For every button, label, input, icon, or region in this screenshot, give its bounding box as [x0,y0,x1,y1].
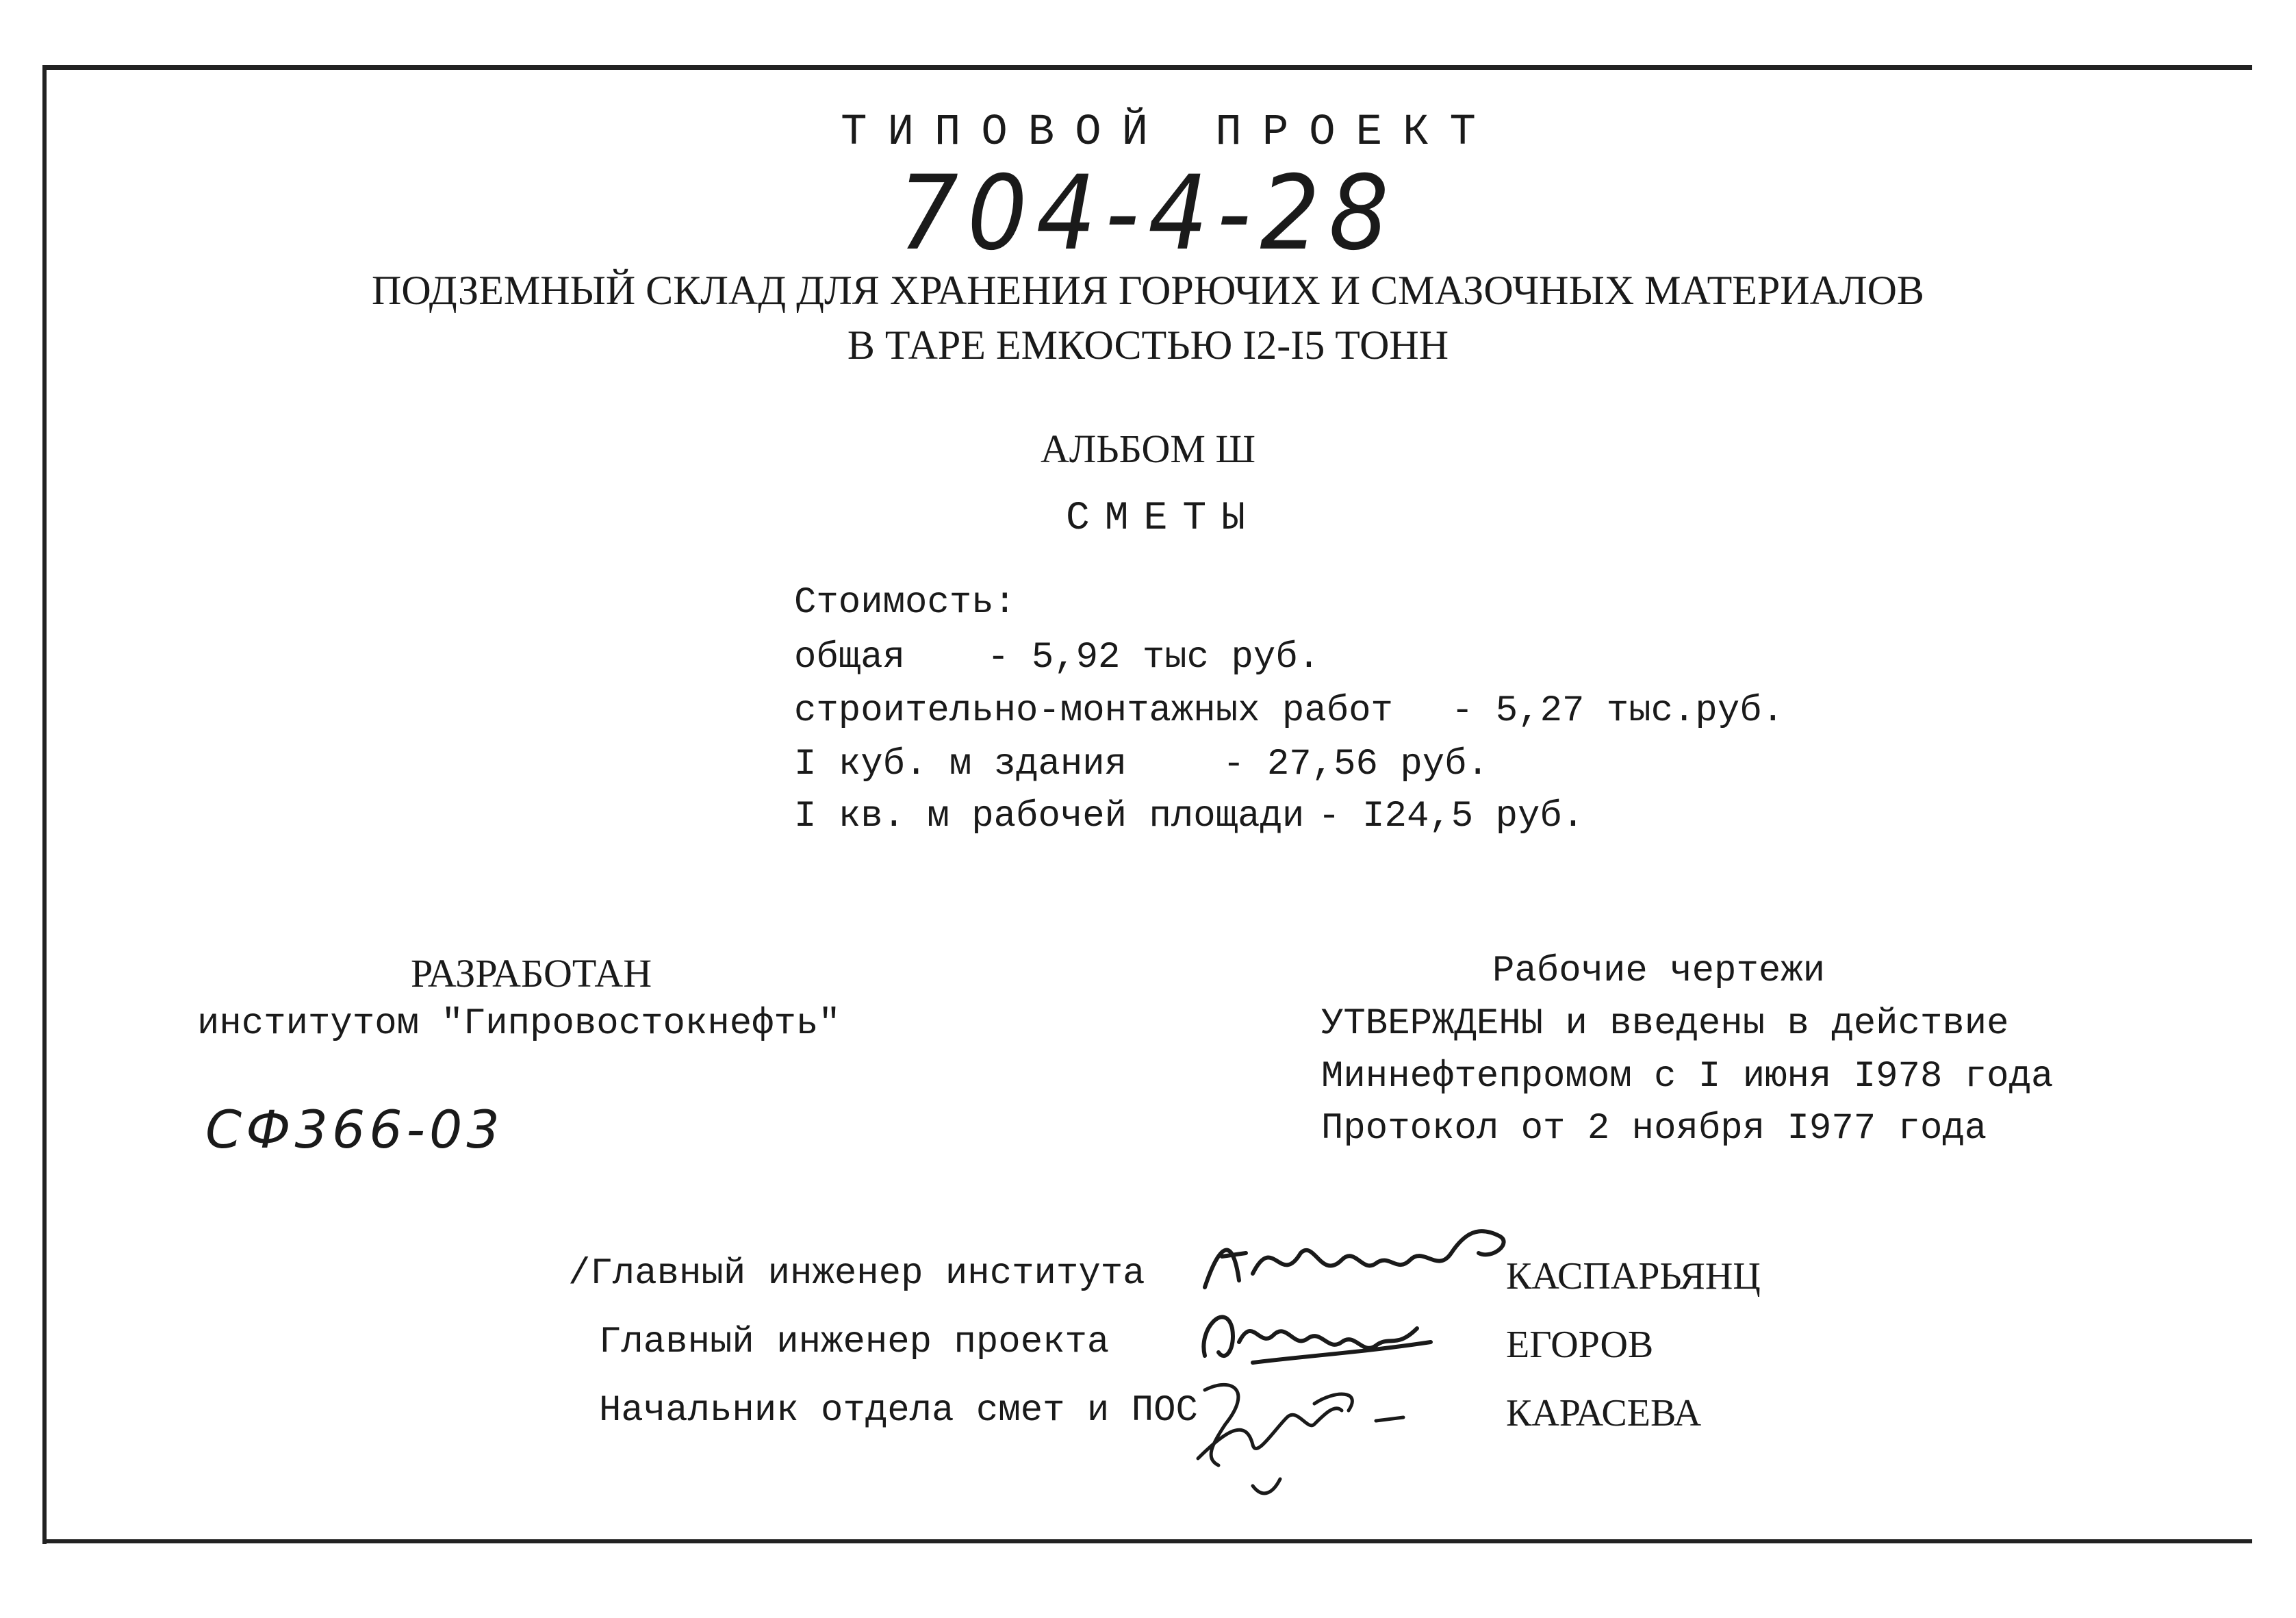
signature-head-estimates-department [1177,1363,1438,1500]
cost-value: - 27,56 руб. [1223,744,1489,785]
signatory-role: Главный инженер проекта [599,1322,1110,1363]
project-name-line-2: В ТАРЕ ЕМКОСТЬЮ I2-I5 ТОНН [847,323,1449,368]
approval-line: Рабочие чертежи [1492,950,1826,992]
frame-bottom-border [42,1539,2252,1543]
signatory-name: ЕГОРОВ [1506,1324,1654,1366]
cost-value: - 5,27 тыс.руб. [1451,690,1785,732]
cost-line-square-meter [794,796,1584,837]
signatory-role: /Главный инженер института [568,1253,1145,1295]
cost-label: общая [794,637,906,679]
cost-line-total [794,637,1320,679]
cost-value: - I24,5 руб. [1318,796,1585,837]
frame-top-border [42,65,2252,70]
section-title: СМЕТЫ [1065,496,1261,541]
approval-line: Миннефтепромом с I июня I978 года [1321,1056,2054,1098]
approval-line: Протокол от 2 ноября I977 года [1321,1108,1987,1150]
approval-line: УТВЕРЖДЕНЫ и введены в действие [1321,1003,2009,1045]
album-label: АЛЬБОМ Ш [1041,427,1255,471]
developer-institute: институтом "Гипровостокнефть" [197,1003,841,1045]
project-number: 704-4-28 [898,154,1398,273]
cost-line-construction [794,690,1784,732]
signatory-role: Начальник отдела смет и ПОС [599,1390,1198,1432]
project-type-title: ТИПОВОЙ ПРОЕКТ [841,108,1496,157]
signatory-name: КАРАСЕВА [1506,1392,1702,1434]
document-code: СФ366-03 [205,1099,504,1160]
cost-label: строительно-монтажных работ [794,690,1393,732]
signatory-name: КАСПАРЬЯНЦ [1506,1255,1761,1298]
cost-label: I куб. м здания [794,744,1127,785]
cost-label: I кв. м рабочей площади [794,796,1305,837]
cost-heading: Стоимость: [794,582,1017,624]
developer-heading: РАЗРАБОТАН [411,951,652,996]
cost-value: - 5,92 тыс руб. [987,637,1321,679]
project-name-line-1: ПОДЗЕМНЫЙ СКЛАД ДЛЯ ХРАНЕНИЯ ГОРЮЧИХ И СМАЗОЧНЫХ МАТЕРИАЛОВ [372,268,1924,313]
cost-line-cubic-meter [794,744,1489,785]
